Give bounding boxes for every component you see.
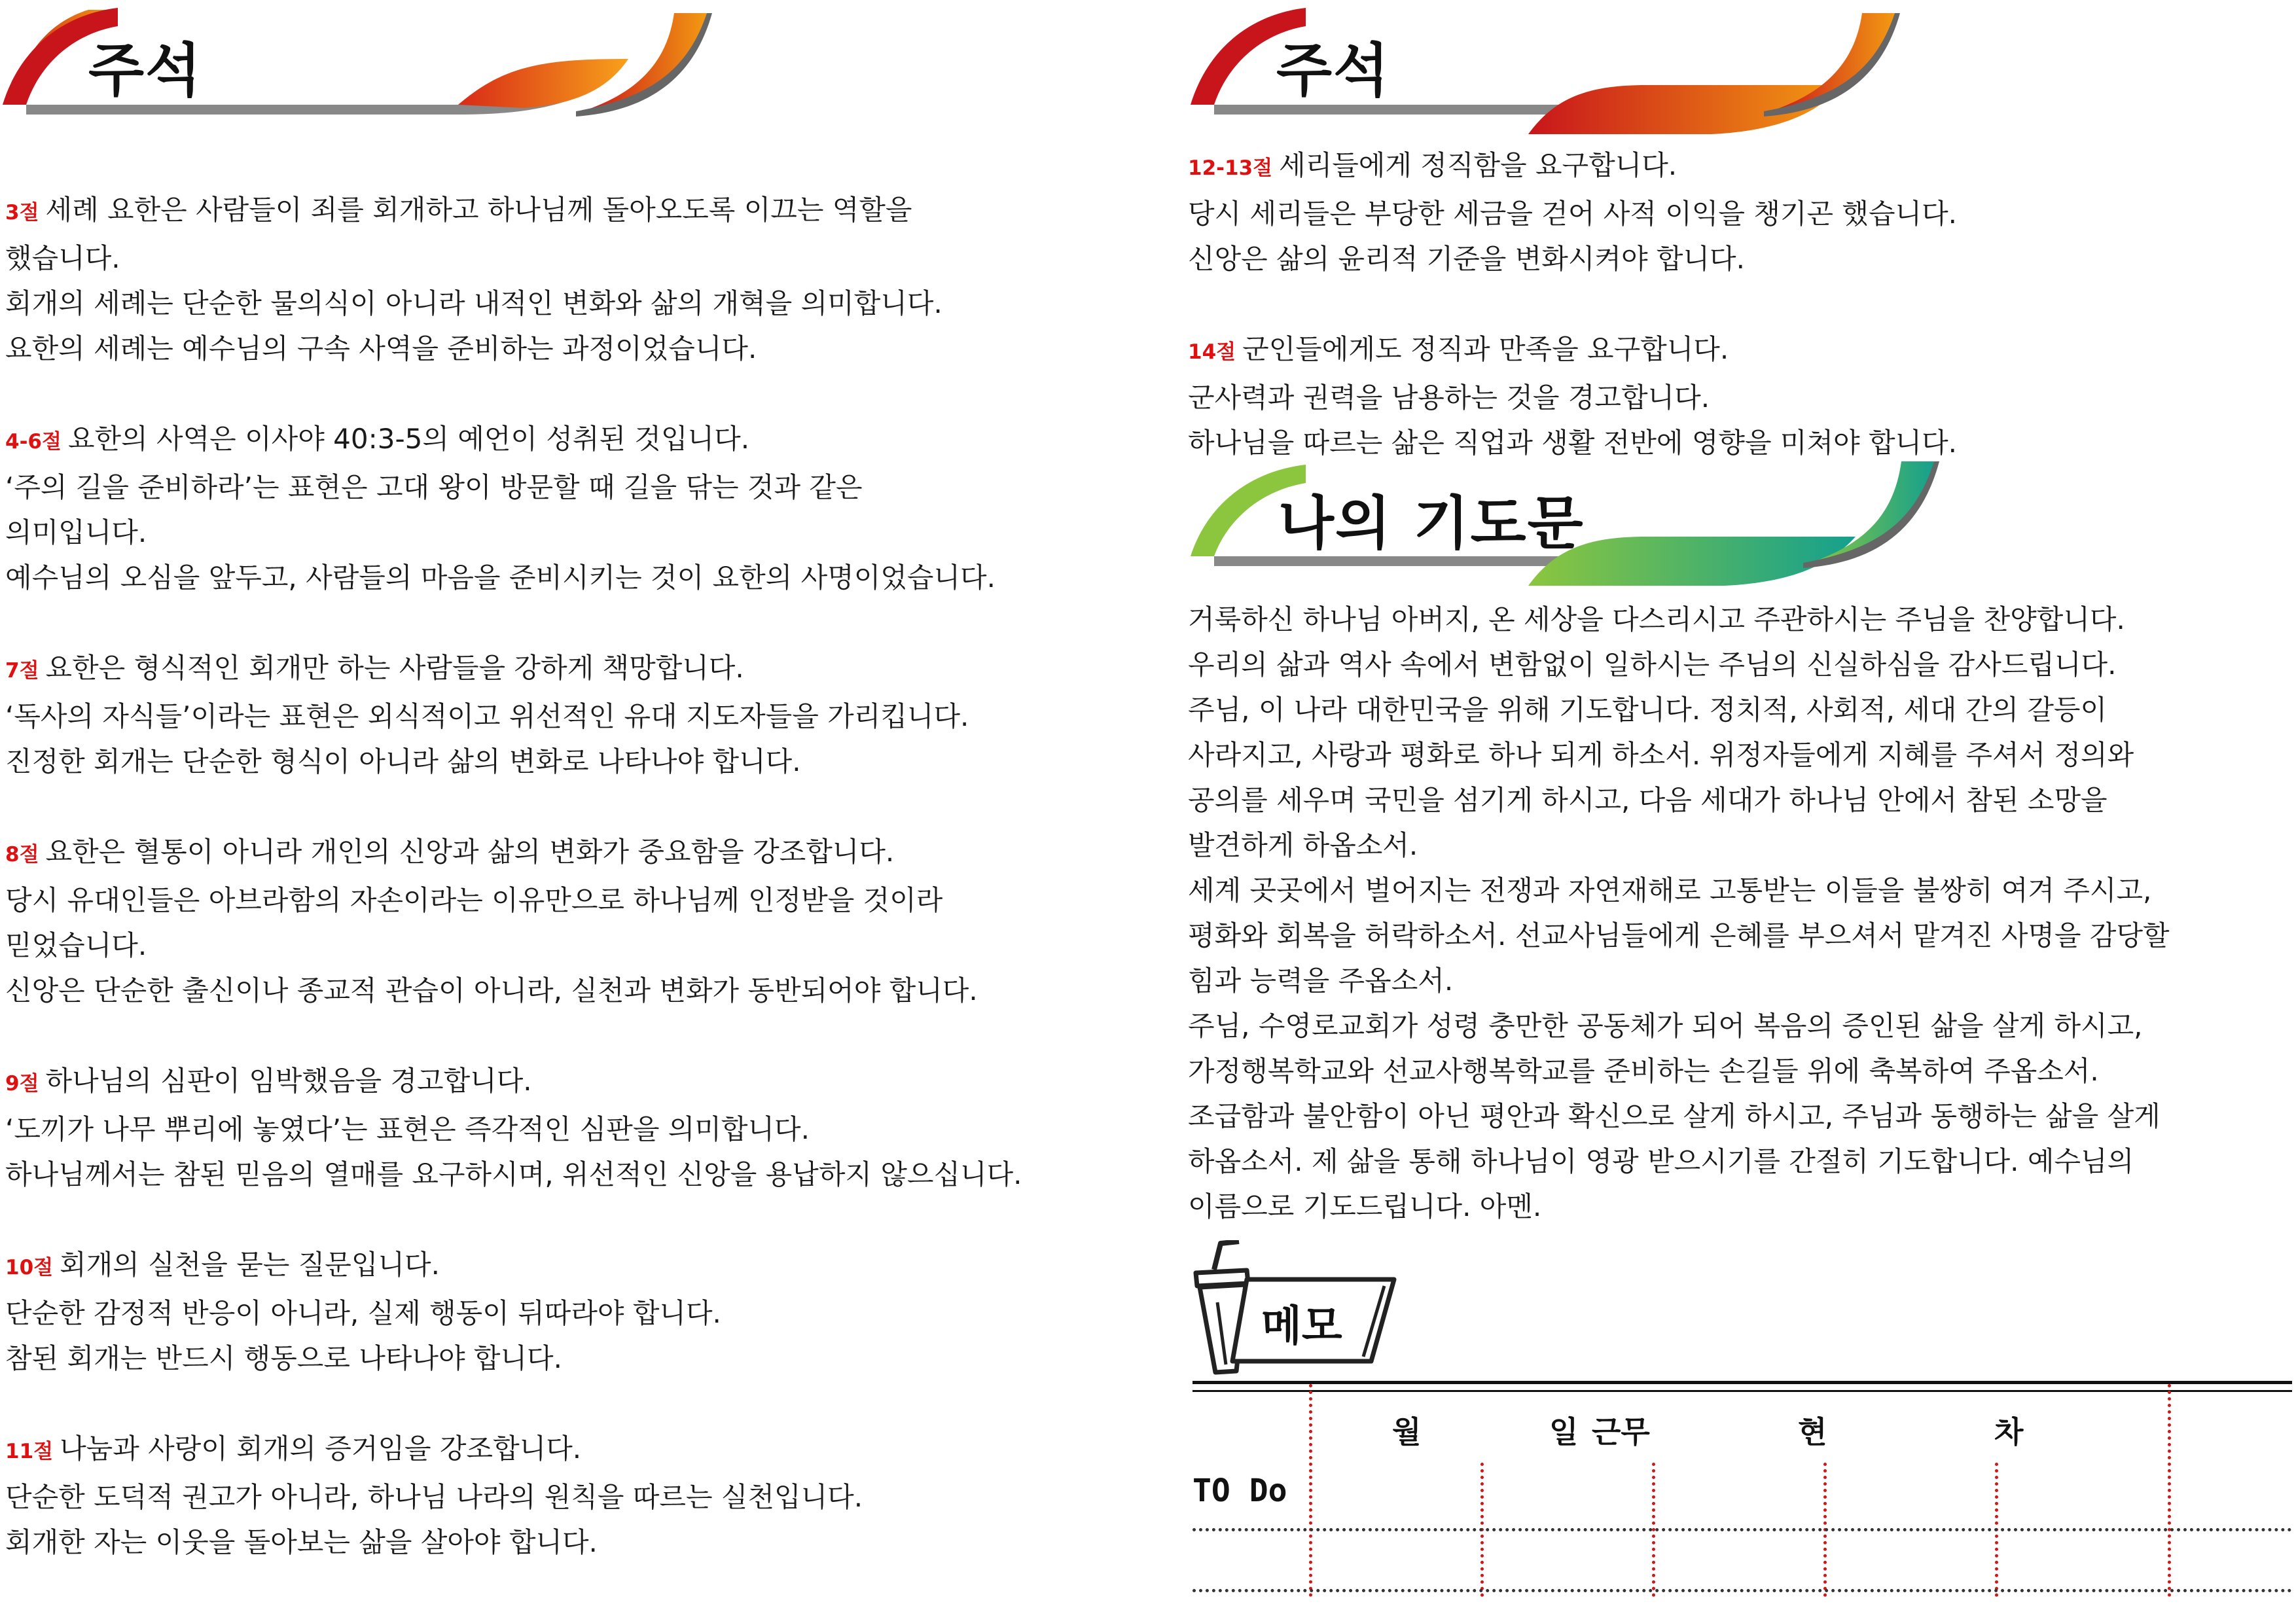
prayer-body bbox=[1188, 597, 2170, 1229]
verse-label: 11절 bbox=[5, 1440, 54, 1463]
commentary-line: 신앙은 삶의 윤리적 기준을 변화시켜야 합니다. bbox=[1188, 243, 1745, 275]
verse-label: 7절 bbox=[5, 659, 39, 683]
commentary-title: 주석 bbox=[1276, 37, 1391, 104]
commentary-line: ‘도끼가 나무 뿌리에 놓였다’는 표현은 즉각적인 심판을 의미합니다. bbox=[5, 1113, 810, 1145]
commentary-line: 회개한 자는 이웃을 돌아보는 삶을 살아야 합니다. bbox=[5, 1526, 598, 1558]
commentary-line: 하나님께서는 참된 믿음의 열매를 요구하시며, 위선적인 신앙을 용납하지 않으십니다. bbox=[5, 1158, 1022, 1190]
verse-label: 4-6절 bbox=[5, 430, 62, 454]
verse-label: 14절 bbox=[1188, 340, 1236, 364]
prayer-line: 우리의 삶과 역사 속에서 변함없이 일하시는 주님의 신실하심을 감사드립니다. bbox=[1188, 649, 2117, 681]
prayer-title: 나의 기도문 bbox=[1278, 490, 1585, 557]
commentary-entry bbox=[1188, 143, 1957, 281]
verse-label: 3절 bbox=[5, 201, 39, 224]
column-divider bbox=[2168, 1384, 2171, 1597]
todo-table bbox=[1193, 1381, 2292, 1597]
commentary-list-left bbox=[5, 187, 1022, 1610]
commentary-line: 세리들에게 정직함을 요구합니다. bbox=[1279, 149, 1677, 181]
commentary-line: 군사력과 권력을 남용하는 것을 경고합니다. bbox=[1188, 382, 1710, 414]
commentary-entry bbox=[5, 1058, 1022, 1197]
prayer-line: 하옵소서. 제 삶을 통해 하나님이 영광 받으시기를 간절히 기도합니다. 예수님의 bbox=[1188, 1145, 2134, 1177]
header-day: 일 bbox=[1549, 1414, 1579, 1450]
commentary-title: 주석 bbox=[88, 37, 203, 104]
memo-section bbox=[1188, 1240, 1410, 1378]
todo-label: TO Do bbox=[1193, 1472, 1287, 1509]
commentary-line: 요한은 형식적인 회개만 하는 사람들을 강하게 책망합니다. bbox=[45, 652, 744, 684]
commentary-line: 진정한 회개는 단순한 형식이 아니라 삶의 변화로 나타나야 합니다. bbox=[5, 745, 801, 777]
prayer-header bbox=[1188, 458, 1947, 596]
commentary-line: 믿었습니다. bbox=[5, 929, 147, 961]
commentary-entry bbox=[5, 1426, 1022, 1565]
commentary-line: 했습니다. bbox=[5, 242, 120, 274]
column-divider bbox=[1309, 1384, 1312, 1597]
prayer-line: 거룩하신 하나님 아버지, 온 세상을 다스리시고 주관하시는 주님을 찬양합니다. bbox=[1188, 603, 2125, 635]
commentary-header-left bbox=[0, 0, 720, 137]
commentary-line: 회개의 실천을 묻는 질문입니다. bbox=[60, 1249, 440, 1281]
prayer-line: 이름으로 기도드립니다. 아멘. bbox=[1188, 1190, 1542, 1222]
commentary-line: 당시 세리들은 부당한 세금을 걷어 사적 이익을 챙기곤 했습니다. bbox=[1188, 198, 1958, 230]
commentary-line: 단순한 도덕적 권고가 아니라, 하나님 나라의 원칙을 따르는 실천입니다. bbox=[5, 1481, 863, 1513]
header-work: 근무 bbox=[1592, 1414, 1650, 1450]
commentary-entry bbox=[5, 416, 1022, 600]
prayer-line: 사라지고, 사랑과 평화로 하나 되게 하소서. 위정자들에게 지혜를 주셔서 정의와 bbox=[1188, 739, 2134, 771]
header-current: 현 bbox=[1798, 1414, 1827, 1450]
commentary-line: 참된 회개는 반드시 행동으로 나타나야 합니다. bbox=[5, 1342, 562, 1374]
commentary-line: 군인들에게도 정직과 만족을 요구합니다. bbox=[1242, 333, 1729, 365]
verse-label: 10절 bbox=[5, 1256, 54, 1279]
prayer-line: 가정행복학교와 선교사행복학교를 준비하는 손길들 위에 축복하여 주옵소서. bbox=[1188, 1055, 2099, 1087]
row-divider bbox=[1193, 1528, 2292, 1531]
commentary-entry bbox=[5, 829, 1022, 1013]
commentary-line: 예수님의 오심을 앞두고, 사람들의 마음을 준비시키는 것이 요한의 사명이었습니다. bbox=[5, 562, 996, 594]
commentary-line: 요한은 혈통이 아니라 개인의 신앙과 삶의 변화가 중요함을 강조합니다. bbox=[45, 836, 895, 868]
header-difference: 차 bbox=[1994, 1414, 2024, 1450]
memo-label: 메모 bbox=[1261, 1302, 1342, 1351]
commentary-line: 의미입니다. bbox=[5, 516, 147, 548]
commentary-line: 요한의 사역은 이사야 40:3-5의 예언이 성취된 것입니다. bbox=[67, 423, 750, 455]
commentary-header-right bbox=[1188, 0, 1908, 137]
right-column bbox=[1188, 0, 2296, 1237]
commentary-line: 하나님을 따르는 삶은 직업과 생활 전반에 영향을 미쳐야 합니다. bbox=[1188, 427, 1958, 459]
header-month: 월 bbox=[1392, 1414, 1422, 1450]
commentary-line: 당시 유대인들은 아브라함의 자손이라는 이유만으로 하나님께 인정받을 것이라 bbox=[5, 884, 943, 916]
verse-label: 8절 bbox=[5, 843, 39, 866]
commentary-line: 단순한 감정적 반응이 아니라, 실제 행동이 뒤따라야 합니다. bbox=[5, 1297, 721, 1329]
table-rule bbox=[1193, 1390, 2292, 1392]
commentary-entry bbox=[5, 645, 1022, 784]
commentary-entry bbox=[1188, 327, 1957, 465]
commentary-list-right bbox=[1188, 143, 1957, 465]
row-divider bbox=[1193, 1589, 2292, 1592]
table-rule bbox=[1193, 1381, 2292, 1384]
commentary-line: 세례 요한은 사람들이 죄를 회개하고 하나님께 돌아오도록 이끄는 역할을 bbox=[45, 194, 912, 226]
verse-label: 9절 bbox=[5, 1072, 39, 1096]
prayer-line: 힘과 능력을 주옵소서. bbox=[1188, 965, 1454, 997]
prayer-line: 주님, 이 나라 대한민국을 위해 기도합니다. 정치적, 사회적, 세대 간의 갈등이 bbox=[1188, 694, 2108, 726]
prayer-line: 공의를 세우며 국민을 섬기게 하시고, 다음 세대가 하나님 안에서 참된 소망을 bbox=[1188, 784, 2108, 816]
prayer-line: 평화와 회복을 허락하소서. 선교사님들에게 은혜를 부으셔서 맡겨진 사명을 감당할 bbox=[1188, 919, 2170, 952]
prayer-line: 조급함과 불안함이 아닌 평안과 확신으로 살게 하시고, 주님과 동행하는 삶을 살게 bbox=[1188, 1100, 2161, 1132]
prayer-line: 세계 곳곳에서 벌어지는 전쟁과 자연재해로 고통받는 이들을 불쌍히 여겨 주시고, bbox=[1188, 874, 2152, 906]
commentary-line: 나눔과 사랑이 회개의 증거임을 강조합니다. bbox=[60, 1433, 582, 1465]
prayer-line: 주님, 수영로교회가 성령 충만한 공동체가 되어 복음의 증인된 삶을 살게 하시고, bbox=[1188, 1010, 2143, 1042]
commentary-line: 하나님의 심판이 임박했음을 경고합니다. bbox=[45, 1065, 532, 1097]
commentary-line: ‘주의 길을 준비하라’는 표현은 고대 왕이 방문할 때 길을 닦는 것과 같은 bbox=[5, 471, 863, 503]
commentary-entry bbox=[5, 187, 1022, 371]
commentary-line: 요한의 세례는 예수님의 구속 사역을 준비하는 과정이었습니다. bbox=[5, 332, 757, 365]
commentary-line: 신앙은 단순한 출신이나 종교적 관습이 아니라, 실천과 변화가 동반되어야 합니다. bbox=[5, 974, 978, 1007]
commentary-line: ‘독사의 자식들’이라는 표현은 외식적이고 위선적인 유대 지도자들을 가리킵니다. bbox=[5, 700, 969, 732]
prayer-line: 발견하게 하옵소서. bbox=[1188, 829, 1418, 861]
commentary-line: 회개의 세례는 단순한 물의식이 아니라 내적인 변화와 삶의 개혁을 의미합니다. bbox=[5, 287, 942, 319]
verse-label: 12-13절 bbox=[1188, 156, 1273, 180]
commentary-entry bbox=[5, 1242, 1022, 1381]
